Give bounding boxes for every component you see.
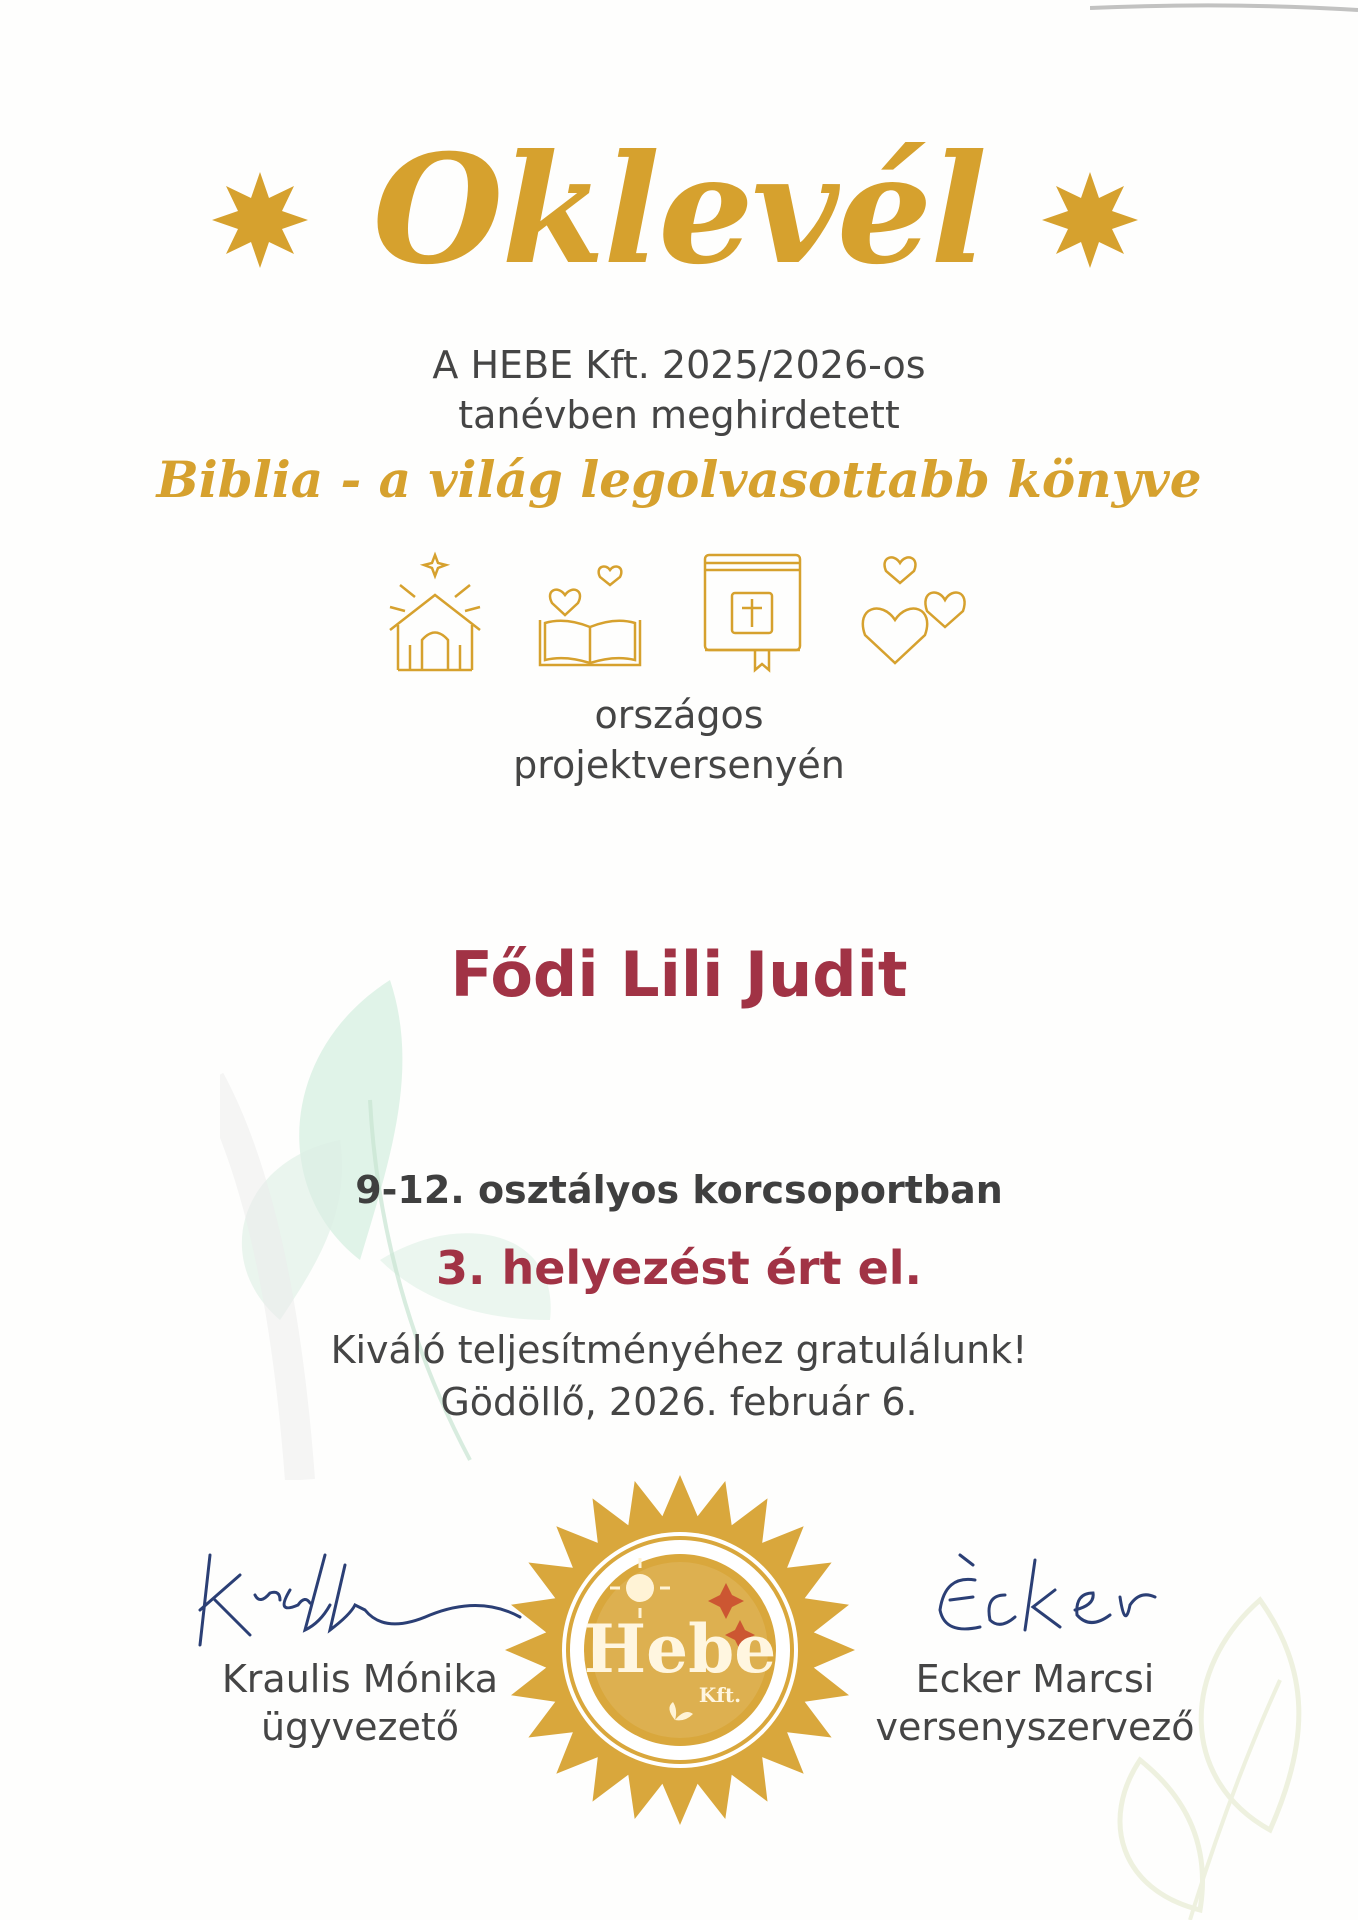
project-title: Biblia - a világ legolvasottabb könyve [156, 450, 1202, 509]
seal-name: Hebe [583, 1610, 777, 1688]
scan-edge-mark [1090, 0, 1358, 14]
place-and-date: Gödöllő, 2026. február 6. [440, 1380, 918, 1424]
signatory-role: versenyszervező [875, 1705, 1195, 1749]
bible-icon [690, 545, 810, 675]
star-icon [1030, 160, 1150, 280]
hearts-icon [850, 545, 980, 675]
congratulation: Kiváló teljesítményéhez gratulálunk! [330, 1328, 1028, 1372]
signatory-right [825, 1535, 1245, 1751]
intro-line-2: tanévben meghirdetett [458, 393, 900, 437]
signatory-name: Kraulis Mónika [221, 1657, 499, 1701]
intro-line-1: A HEBE Kft. 2025/2026-os [432, 343, 926, 387]
diploma-title: Oklevél [372, 122, 986, 298]
open-book-hearts-icon [530, 545, 650, 675]
subtitle-text [0, 690, 1358, 790]
signature-kraulis [180, 1535, 540, 1655]
intro-text [0, 340, 1358, 440]
signatory-role: ügyvezető [260, 1705, 460, 1749]
recipient-name: Fődi Lili Judit [450, 938, 908, 1011]
subtitle-line-1: országos [594, 693, 764, 737]
placement: 3. helyezést ért el. [435, 1241, 923, 1295]
age-group: 9-12. osztályos korcsoportban [355, 1168, 1003, 1212]
subtitle-line-2: projektversenyén [513, 743, 845, 787]
hebe-seal-logo [500, 1470, 860, 1830]
seal-suffix: Kft. [698, 1683, 742, 1707]
signatory-name: Ecker Marcsi [915, 1657, 1155, 1701]
icon-row [380, 545, 980, 675]
church-icon [380, 545, 490, 675]
signature-ecker [855, 1535, 1215, 1655]
